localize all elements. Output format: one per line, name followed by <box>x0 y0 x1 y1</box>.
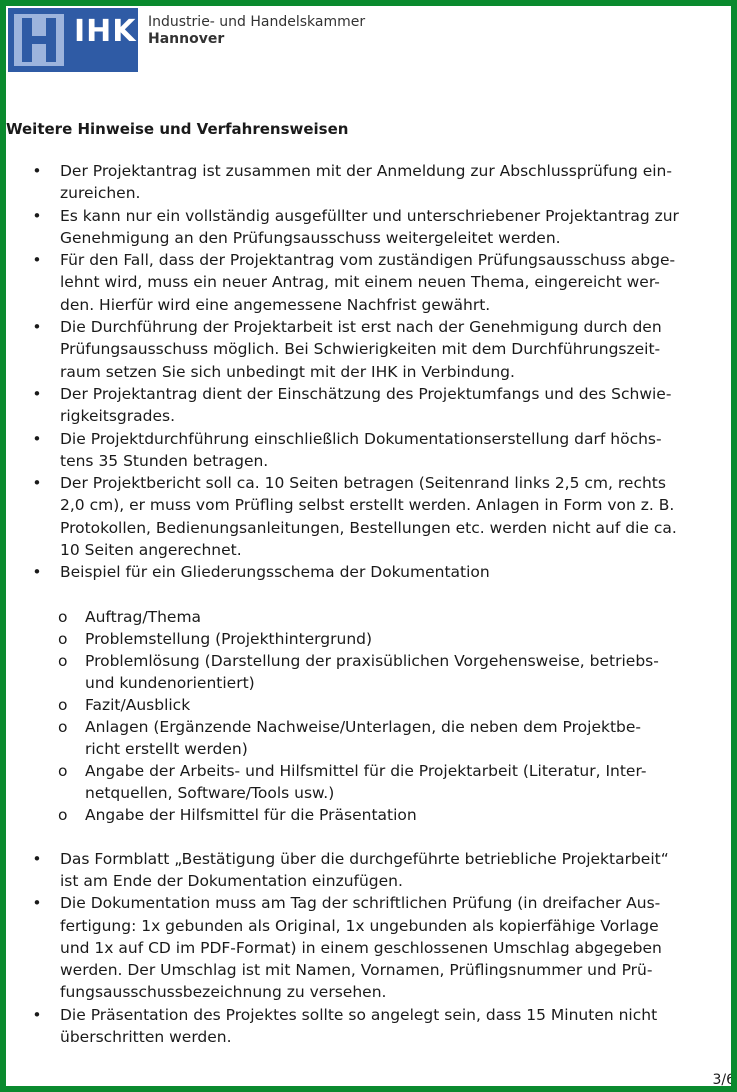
bullet-marker: • <box>32 563 42 582</box>
list-item <box>30 892 730 1003</box>
list-item <box>30 383 730 428</box>
bullet-marker: o <box>58 629 68 648</box>
sub-list-item <box>30 650 730 694</box>
list-item <box>30 472 730 561</box>
list-item-text: Auftrag/Thema <box>85 607 202 626</box>
list-item-text: Fazit/Ausblick <box>85 695 191 714</box>
bullet-marker: • <box>32 162 42 180</box>
bullet-marker: • <box>32 474 42 493</box>
sub-list-item <box>30 694 730 716</box>
bullet-marker: • <box>32 206 42 225</box>
list-item-text: Angabe der Arbeits- und Hilfsmittel für die Projektarbeit (Literatur, Inter- netquellen, Software/Tools usw.) <box>85 761 647 802</box>
bullet-marker: o <box>58 651 68 670</box>
sub-list-item <box>30 628 730 650</box>
bullet-marker: o <box>58 805 68 824</box>
list-item-text: Es kann nur ein vollständig ausgefüllter und unterschriebener Projektantrag zur Genehmigung an den Prüfungsausschuss weitergeleitet werden. <box>60 206 679 247</box>
bullet-marker: • <box>32 318 42 337</box>
list-item-text: Der Projektbericht soll ca. 10 Seiten betragen (Seitenrand links 2,5 cm, rechts 2,0 cm), er muss vom Prüfling selbst erstellt werden. Anlagen in Form von z. B. Protokollen, Bedienungsanleitungen, Bestellungen etc. werden nicht auf die ca. 10 Seiten angerechnet. <box>60 474 677 560</box>
sub-list-item <box>30 804 730 826</box>
section-title: Weitere Hinweise und Verfahrensweisen <box>6 120 349 138</box>
bullet-marker: o <box>58 695 68 714</box>
content <box>30 160 730 1048</box>
page-number: 3/6 <box>712 1072 735 1088</box>
list-item-text: Das Formblatt „Bestätigung über die durchgeführte betriebliche Projektarbeit“ ist am Ende der Dokumentation einzufügen. <box>60 849 669 890</box>
list-item-text: Die Projektdurchführung einschließlich Dokumentationserstellung darf höchs- tens 35 Stunden betragen. <box>60 429 662 470</box>
outline-sublist <box>30 606 730 826</box>
bullet-marker: o <box>58 761 68 780</box>
list-item-text: Angabe der Hilfsmittel für die Präsentation <box>85 805 417 824</box>
list-item-text: Problemlösung (Darstellung der praxisüblichen Vorgehensweise, betriebs- und kundenorientiert) <box>85 651 659 692</box>
list-item <box>30 561 730 583</box>
logo-text: IHK <box>74 14 137 49</box>
organization-name <box>148 14 365 48</box>
list-item <box>30 205 730 250</box>
org-line-2: Hannover <box>148 31 225 47</box>
bullet-list-after <box>30 848 730 1049</box>
list-item-text: Die Durchführung der Projektarbeit ist erst nach der Genehmigung durch den Prüfungsausschuss möglich. Bei Schwierigkeiten mit dem Durchführungszeit- raum setzen Sie sich unbedingt mit der IHK in Verbindung. <box>60 318 662 381</box>
list-item-text: Für den Fall, dass der Projektantrag vom zuständigen Prüfungsausschuss abge- lehnt wird, muss ein neuer Antrag, mit einem neuen Thema, eingereicht wer- den. Hierfür wird eine angemessene Nachfrist gewährt. <box>60 251 676 314</box>
bullet-marker: • <box>32 384 42 403</box>
sub-list-item <box>30 716 730 760</box>
bullet-marker: • <box>32 894 42 913</box>
bullet-marker: o <box>58 717 68 736</box>
header <box>8 8 728 74</box>
bullet-marker: • <box>32 429 42 448</box>
list-item-text: Die Präsentation des Projektes sollte so angelegt sein, dass 15 Minuten nicht überschritten werden. <box>60 1005 658 1047</box>
bullet-list-before <box>30 160 730 584</box>
list-item-text: Problemstellung (Projekthintergrund) <box>85 629 373 648</box>
list-item <box>30 160 730 205</box>
sub-list-item <box>30 760 730 804</box>
list-item <box>30 848 730 893</box>
list-item <box>30 1004 730 1049</box>
list-item-text: Der Projektantrag ist zusammen mit der Anmeldung zur Abschlussprüfung ein- zureichen. <box>60 162 672 203</box>
list-item <box>30 428 730 473</box>
bullet-marker: • <box>32 1005 42 1024</box>
ihk-logo <box>8 8 138 72</box>
logo-h-icon <box>14 14 64 66</box>
list-item <box>30 316 730 383</box>
list-item-text: Beispiel für ein Gliederungsschema der Dokumentation <box>60 563 490 582</box>
org-line-1: Industrie- und Handelskammer <box>148 14 366 30</box>
sub-list-item <box>30 606 730 628</box>
list-item-text: Die Dokumentation muss am Tag der schriftlichen Prüfung (in dreifacher Aus- fertigung: 1x gebunden als Original, 1x ungebunden als kopierfähige Vorlage und 1x auf CD im PDF-Format) in einem geschlossenen Umschlag abgegeben werden. Der Umschlag ist mit Namen, Vornamen, Prüflingsnummer und Prü- fungsausschussbezeichnung zu versehen. <box>60 894 662 1002</box>
list-item <box>30 249 730 316</box>
list-item-text: Anlagen (Ergänzende Nachweise/Unterlagen, die neben dem Projektbe- richt erstellt werden) <box>85 717 642 758</box>
bullet-marker: • <box>32 849 42 868</box>
list-item-text: Der Projektantrag dient der Einschätzung des Projektumfangs und des Schwie- rigkeitsgrades. <box>60 384 672 426</box>
bullet-marker: o <box>58 607 68 626</box>
bullet-marker: • <box>32 251 42 270</box>
